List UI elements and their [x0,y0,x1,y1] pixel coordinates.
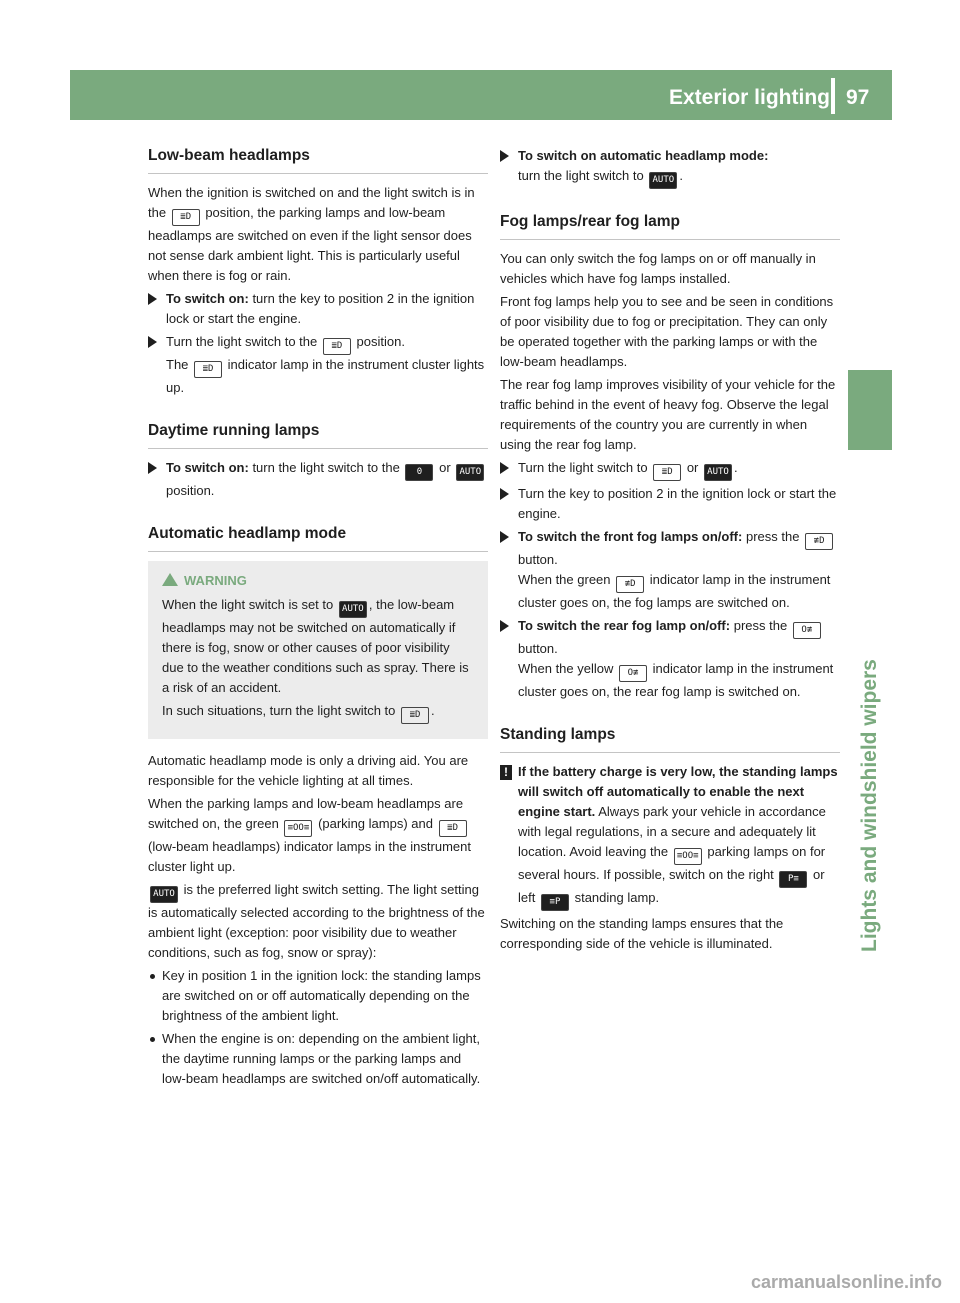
paragraph: The rear fog lamp improves visibility of your vehicle for the traffic behind in the event of heavy fog. Observe the legal requirements of the country you are currently in when using the rear fog lamp. [500,377,836,452]
front-fog-indicator-icon: ≢D [616,576,644,593]
step-arrow-icon [500,488,509,500]
low-beam-indicator-icon: ≣D [194,361,222,378]
watermark: carmanualsonline.info [750,1272,942,1292]
warning-text: In such situations, turn the light switch to ≣D . [162,701,474,724]
heading-standing-lamps: Standing lamps [500,725,840,753]
left-column [148,146,488,1092]
instruction-step: To switch on automatic headlamp mode: turn the light switch to AUTO . [500,146,840,189]
side-chapter-marker [848,370,892,450]
heading-daytime: Daytime running lamps [148,421,488,449]
auto-icon: AUTO [649,172,677,189]
low-beam-icon: ≣D [439,820,467,837]
low-beam-icon: ≣D [401,707,429,724]
auto-icon: AUTO [456,464,484,481]
auto-icon: AUTO [339,601,367,618]
standing-lamp-right-icon: P≡ [779,871,807,888]
right-column [500,146,840,957]
page-number: 97 [846,86,870,109]
step-arrow-icon [500,620,509,632]
paragraph: AUTO is the preferred light switch setting. The light setting is automatically selected according to the brightness of the ambient light (exception: poor visibility due to weather conditions, such as fog, snow or spray): [148,882,485,960]
step-arrow-icon [148,293,157,305]
instruction-step: To switch on: turn the light switch to the 0 or AUTO position. [148,458,488,501]
warning-header: WARNING [162,571,474,591]
off-position-icon: 0 [405,464,433,481]
warning-box [148,561,488,739]
low-beam-icon: ≣D [653,464,681,481]
header-separator [831,78,835,114]
warning-text: When the light switch is set to AUTO , the low-beam headlamps may not be switched on automatically if there is fog, snow or other causes of poor visibility due to the weather conditions such as spray. There is a risk of an accident. [162,597,469,695]
rear-fog-indicator-icon: O≢ [619,665,647,682]
note-box: ! If the battery charge is very low, the standing lamps will switch off automatically to enable the next engine start. Always park your vehicle in accordance with legal regulations, in a secure and adequately lit location. Avoid leaving the ≡OO≡ parking lamps on for several hours. If possible, switch on the right P≡ or left ≡P standing lamp. [500,762,840,911]
paragraph: You can only switch the fog lamps on or off manually in vehicles which have fog lamps installed. [500,251,816,286]
section-title: Exterior lighting [668,86,830,109]
paragraph: When the ignition is switched on and the light switch is in the ≣D position, the parking lamps and low-beam headlamps are switched on even if the light sensor does not sense dark ambient light. This is particularly useful when there is fog or rain. [148,185,475,283]
step-arrow-icon [148,336,157,348]
paragraph: When the parking lamps and low-beam headlamps are switched on, the green ≡OO≡ (parking lamps) and ≣D (low-beam headlamps) indicator lamps in the instrument cluster light up. [148,796,471,874]
heading-low-beam: Low-beam headlamps [148,146,488,174]
rear-fog-button-icon: O≢ [793,622,821,639]
exclamation-icon: ! [500,765,512,780]
heading-auto-mode: Automatic headlamp mode [148,524,488,552]
auto-icon: AUTO [150,886,178,903]
standing-lamp-left-icon: ≡P [541,894,569,911]
instruction-step: Turn the light switch to the ≣D position. The ≣D indicator lamp in the instrument cluster lights up. [148,332,488,398]
parking-lamp-icon: ≡OO≡ [674,848,702,865]
step-arrow-icon [500,531,509,543]
paragraph: Automatic headlamp mode is only a driving aid. You are responsible for the vehicle lighting at all times. [148,753,469,788]
step-arrow-icon [500,150,509,162]
heading-fog-lamps: Fog lamps/rear fog lamp [500,212,840,240]
instruction-step: Turn the light switch to ≣D or AUTO . [500,458,840,481]
instruction-step: To switch the front fog lamps on/off: press the ≢D button. When the green ≢D indicator lamp in the instrument cluster goes on, the fog lamps are switched on. [500,527,840,613]
step-arrow-icon [500,462,509,474]
paragraph: Switching on the standing lamps ensures that the corresponding side of the vehicle is illuminated. [500,916,784,951]
warning-triangle-icon [162,573,178,586]
instruction-step: To switch on: turn the key to position 2 in the ignition lock or start the engine. [148,289,488,329]
instruction-step: To switch the rear fog lamp on/off: press the O≢ button. When the yellow O≢ indicator lamp in the instrument cluster goes on, the rear fog lamp is switched on. [500,616,840,702]
low-beam-icon: ≣D [172,209,200,226]
step-arrow-icon [148,462,157,474]
instruction-step: Turn the key to position 2 in the ignition lock or start the engine. [500,484,840,524]
list-item: Key in position 1 in the ignition lock: the standing lamps are switched on or off automatically depending on the brightness of the ambient light. [148,966,488,1026]
front-fog-button-icon: ≢D [805,533,833,550]
list-item: When the engine is on: depending on the ambient light, the daytime running lamps or the parking lamps and low-beam headlamps are switched on/off automatically. [148,1029,488,1089]
auto-icon: AUTO [704,464,732,481]
parking-lamp-icon: ≡OO≡ [284,820,312,837]
low-beam-icon: ≣D [323,338,351,355]
paragraph: Front fog lamps help you to see and be seen in conditions of poor visibility due to fog or precipitation. They can only be operated together with the parking lamps or with the low-beam headlamps. [500,294,834,369]
